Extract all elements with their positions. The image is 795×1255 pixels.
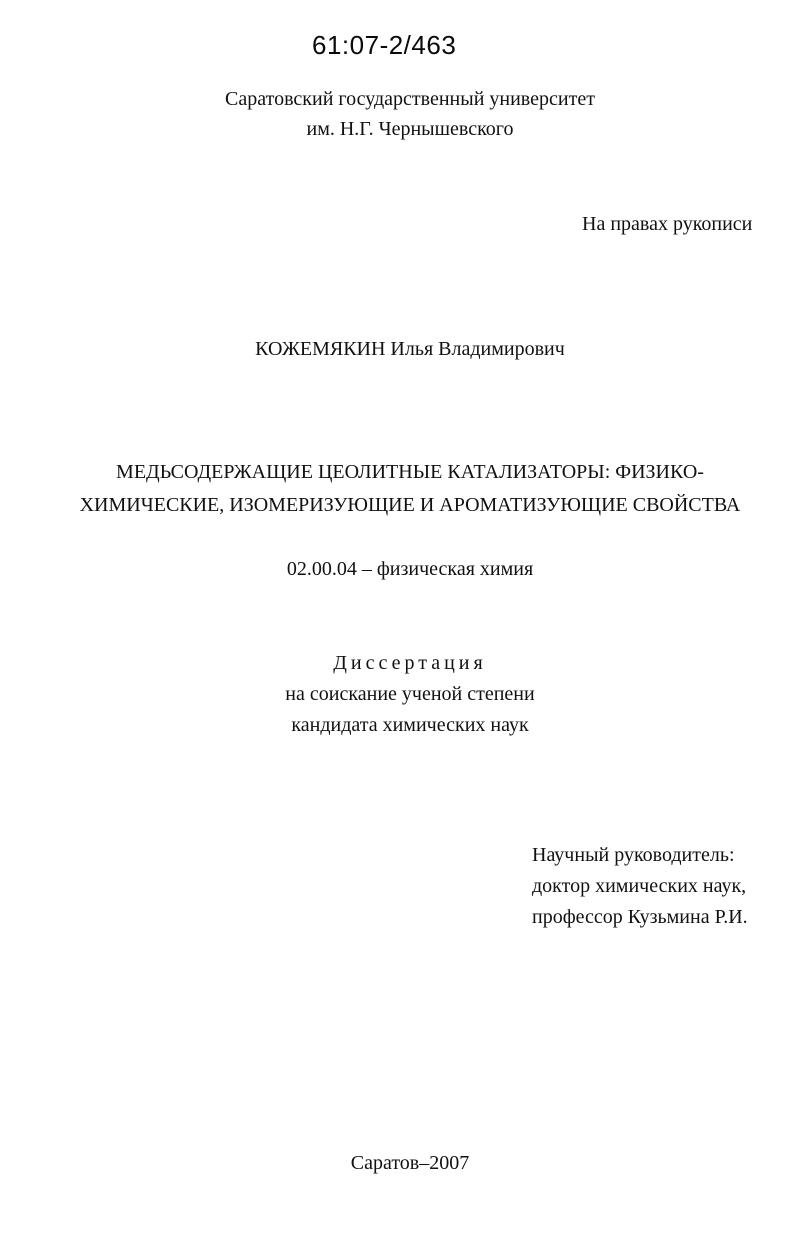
thesis-title-line-1: МЕДЬСОДЕРЖАЩИЕ ЦЕОЛИТНЫЕ КАТАЛИЗАТОРЫ: ФИЗИКО- xyxy=(116,461,704,483)
catalog-number: 61:07-2/463 xyxy=(312,30,457,60)
supervisor-label: Научный руководитель: xyxy=(532,844,735,866)
city-year: Саратов–2007 xyxy=(350,1152,470,1174)
dissertation-label: Диссертация xyxy=(333,652,487,674)
supervisor-block xyxy=(532,840,748,933)
university-named-after: им. Н.Г. Чернышевского xyxy=(306,118,514,140)
rights-note: На правах рукописи xyxy=(582,213,753,235)
degree-line-2: кандидата химических наук xyxy=(291,714,529,736)
author-name: КОЖЕМЯКИН Илья Владимирович xyxy=(255,338,565,360)
university-name: Саратовский государственный университет xyxy=(225,88,595,110)
supervisor-name: профессор Кузьмина Р.И. xyxy=(532,906,748,928)
thesis-title-line-2: ХИМИЧЕСКИЕ, ИЗОМЕРИЗУЮЩИЕ И АРОМАТИЗУЮЩИЕ СВОЙСТВА xyxy=(79,494,741,516)
degree-line-1: на соискание ученой степени xyxy=(285,683,535,705)
supervisor-degree: доктор химических наук, xyxy=(532,875,747,897)
specialty-code: 02.00.04 – физическая химия xyxy=(286,558,534,580)
